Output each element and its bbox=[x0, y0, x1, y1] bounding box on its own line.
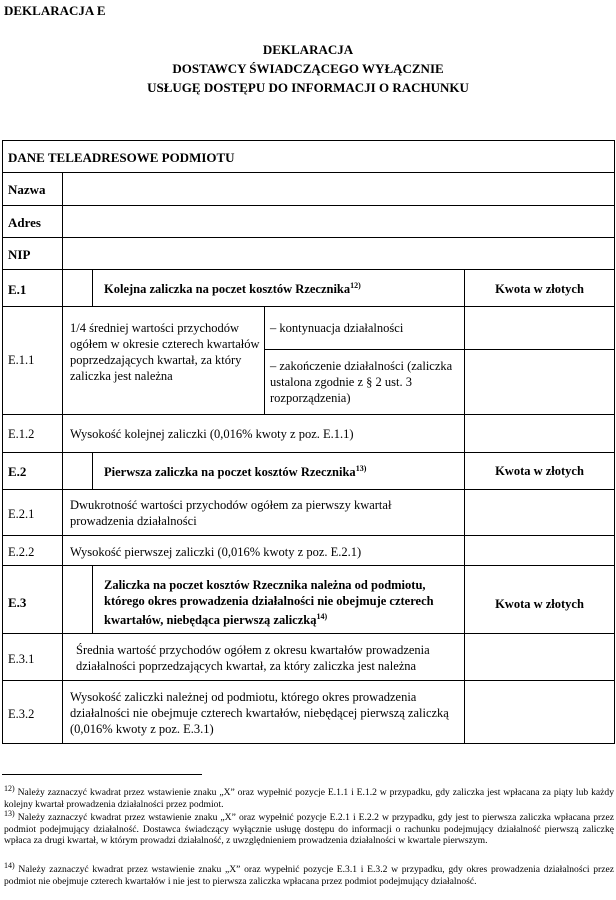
subject-data-header: DANE TELEADRESOWE PODMIOTU bbox=[8, 150, 235, 165]
e12-description: Wysokość kolejnej zaliczki (0,016% kwoty z poz. E.1.1) bbox=[70, 427, 354, 441]
e11-option-termination: – zakończenie działalności (zaliczka ustalona zgodnie z § 2 ust. 3 rozporządzenia) bbox=[270, 359, 453, 405]
e12-code: E.1.2 bbox=[8, 427, 35, 441]
nip-label: NIP bbox=[8, 247, 31, 262]
e2-title: Pierwsza zaliczka na poczet kosztów Rzecznika$^{13)}$ bbox=[104, 464, 367, 480]
e31-amount-field[interactable] bbox=[465, 634, 614, 680]
e1-checkbox[interactable] bbox=[63, 270, 92, 306]
e3-code: E.3 bbox=[8, 595, 27, 610]
e22-amount-field[interactable] bbox=[465, 536, 614, 565]
e2-checkbox[interactable] bbox=[63, 453, 92, 489]
e3-checkbox[interactable] bbox=[63, 566, 92, 633]
e12-amount-field[interactable] bbox=[465, 415, 614, 452]
address-field[interactable] bbox=[63, 206, 614, 237]
e1-footnote-ref: 12) bbox=[350, 281, 361, 290]
e2-amount-header: Kwota w złotych bbox=[495, 464, 584, 478]
e22-code: E.2.2 bbox=[8, 545, 35, 559]
footnote-13 bbox=[4, 808, 614, 847]
e11-termination-amount-field[interactable] bbox=[465, 350, 614, 414]
nip-field[interactable] bbox=[63, 238, 614, 269]
e3-title: Zaliczka na poczet kosztów Rzecznika należna od podmiotu, którego okres prowadzenia działalności nie obejmuje czterech kwartałów, niebędąca pierwszą zaliczką$^{14)}$ bbox=[104, 578, 434, 628]
e21-amount-field[interactable] bbox=[465, 490, 614, 535]
e3-footnote-ref: 14) bbox=[316, 612, 328, 621]
name-field[interactable] bbox=[63, 173, 614, 205]
e32-amount-field[interactable] bbox=[465, 681, 614, 743]
e1-title: Kolejna zaliczka na poczet kosztów Rzecznika$^{12)}$ bbox=[104, 281, 361, 297]
e21-code: E.2.1 bbox=[8, 507, 35, 521]
footnote-13-ref: 13) bbox=[4, 809, 15, 818]
e1-amount-header: Kwota w złotych bbox=[495, 282, 584, 296]
e2-code: E.2 bbox=[8, 464, 27, 479]
e22-description: Wysokość pierwszej zaliczki (0,016% kwoty z poz. E.2.1) bbox=[70, 545, 362, 559]
footnote-separator bbox=[2, 774, 202, 775]
footnote-14-text: Należy zaznaczyć kwadrat przez wstawienie znaku „X” oraz wypełnić pozycje E.3.1 i E.3.2 w przypadku, gdy okres prowadzenia działalności przez podmiot nie obejmuje czterech kwartałów i nie jest to pierwsza zaliczka wpłacana przez podmiot podejmujący działalność. bbox=[4, 864, 614, 887]
e3-amount-header: Kwota w złotych bbox=[495, 597, 584, 611]
title-line-1: DEKLARACJA bbox=[262, 42, 354, 57]
e21-description: Dwukrotność wartości przychodów ogółem za pierwszy kwartał prowadzenia działalności bbox=[70, 498, 392, 528]
e2-footnote-ref: 13) bbox=[355, 464, 367, 473]
document-label: DEKLARACJA E bbox=[4, 3, 106, 18]
footnote-12 bbox=[4, 783, 614, 810]
footnote-14-ref: 14) bbox=[4, 861, 15, 870]
e31-description: Średnia wartość przychodów ogółem z okresu kwartałów prowadzenia działalności poprzedzających kwartał, za który zaliczka jest należna bbox=[76, 643, 430, 673]
footnote-14 bbox=[4, 860, 614, 887]
e11-option-continuation: – kontynuacja działalności bbox=[270, 321, 404, 335]
e1-code: E.1 bbox=[8, 282, 27, 297]
footnote-12-ref: 12) bbox=[4, 784, 15, 793]
e32-code: E.3.2 bbox=[8, 707, 35, 721]
title-line-2: DOSTAWCY ŚWIADCZĄCEGO WYŁĄCZNIE bbox=[172, 61, 444, 76]
e32-description: Wysokość zaliczki należnej od podmiotu, którego okres prowadzenia działalności nie obejmuje czterech kwartałów, niebędącej pierwszą zaliczką (0,016% kwoty z poz. E.3.1) bbox=[70, 690, 449, 736]
footnote-12-text: Należy zaznaczyć kwadrat przez wstawienie znaku „X” oraz wypełnić pozycje E.1.1 i E.1.2 w przypadku, gdy zaliczka jest wpłacana za piąty lub każdy kolejny kwartał prowadzenia działalności przez podmiot. bbox=[4, 787, 615, 810]
footnote-13-text: Należy zaznaczyć kwadrat przez wstawienie znaku „X” oraz wypełnić pozycje E.2.1 i E.2.2 w przypadku, gdy jest to pierwsza zaliczka wpłacana przez podmiot podejmujący działalność. Dostawca świadczący wyłącznie usługę dostępu do informacji o rachunku podejmujący działalność pierwszą zaliczkę wpłaca za drugi kwartał, w którym prowadzi działalność, z uwzględnieniem prowadzenia działalności w kwartale pierwszym. bbox=[4, 812, 614, 847]
e11-code: E.1.1 bbox=[8, 353, 35, 367]
e31-code: E.3.1 bbox=[8, 652, 35, 666]
e11-description: 1/4 średniej wartości przychodów ogółem w okresie czterech kwartałów poprzedzających kwartał, za który zaliczka jest należna bbox=[70, 321, 260, 383]
address-label: Adres bbox=[8, 215, 41, 230]
e11-continuation-amount-field[interactable] bbox=[465, 307, 614, 349]
title-line-3: USŁUGĘ DOSTĘPU DO INFORMACJI O RACHUNKU bbox=[147, 80, 469, 95]
name-label: Nazwa bbox=[8, 182, 46, 197]
